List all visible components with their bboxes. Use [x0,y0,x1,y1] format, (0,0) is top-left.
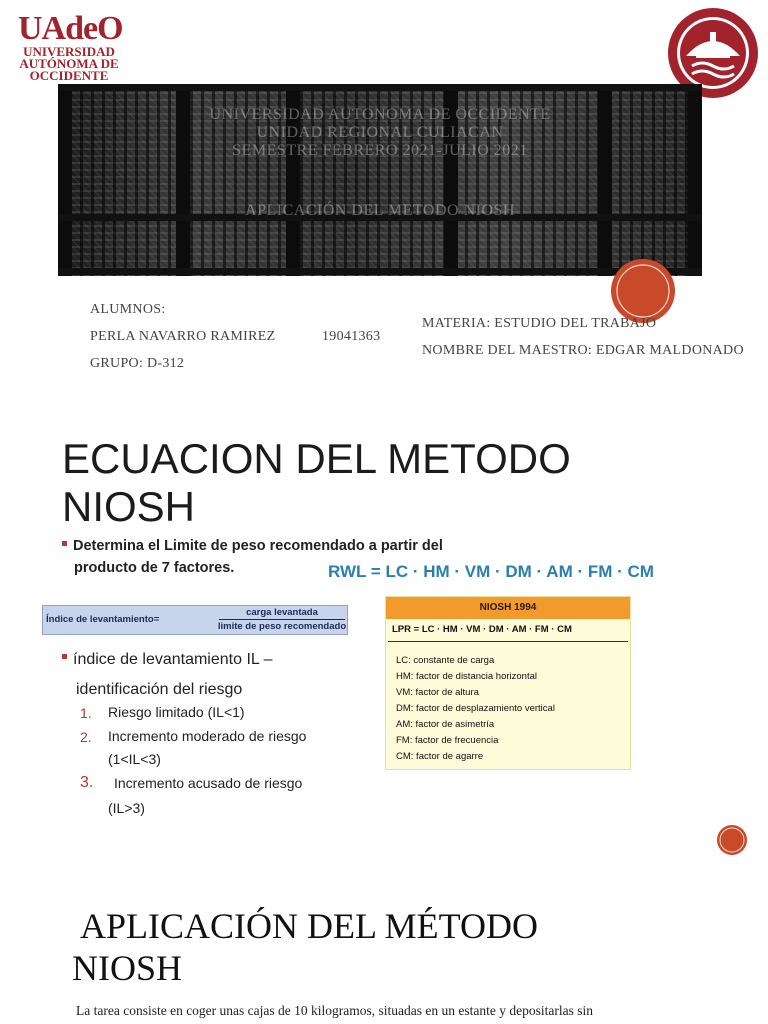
factor-lc: LC: constante de carga [396,655,495,666]
banner-university: UNIVERSIDAD AUTONOMA DE OCCIDENTE [209,106,551,123]
bullet-indice-line1: índice de levantamiento IL – [73,651,273,668]
bullet-limite-line2: producto de 7 factores. [74,560,235,576]
risk-1-num: 1. [80,705,92,721]
logo-wordmark: UAdeO [18,10,123,47]
banner-rail [58,268,702,275]
maestro: NOMBRE DEL MAESTRO: EDGAR MALDONADO [422,343,744,358]
niosh-box-header: NIOSH 1994 [386,597,630,619]
factor-vm: VM: factor de altura [396,687,479,698]
risk-3-text: Incremento acusado de riesgo [114,775,303,791]
decorative-circle-icon [610,258,676,324]
bullet-limite [62,538,443,554]
title-banner [58,84,702,276]
factor-hm: HM: factor de distancia horizontal [396,671,537,682]
alumnos-label: ALUMNOS: [90,302,166,317]
uadeo-logo [18,12,123,82]
materia: MATERIA: ESTUDIO DEL TRABAJO [422,316,657,331]
decorative-circle-small-icon [716,824,748,856]
indice-formula [42,605,348,635]
risk-2-cont: (1<IL<3) [108,751,161,767]
banner-subtitle: APLICACIÓN DEL METODO NIOSH [245,202,515,219]
divider [388,641,628,642]
risk-2-num: 2. [80,729,92,745]
indice-label: Índice de levantamiento= [46,614,160,625]
banner-rail [58,84,702,91]
risk-3-cont: (IL>3) [108,800,145,816]
bullet-indice-line2: identificación del riesgo [76,681,243,698]
section2-paragraph: La tarea consiste en coger unas cajas de 10 kilogramos, situadas en un estante y depositarlas sin [76,1003,593,1018]
risk-1-text: Riesgo limitado (IL<1) [108,704,245,720]
logo-line-3: OCCIDENTE [29,68,109,83]
grupo: GRUPO: D-312 [90,356,185,371]
bullet-icon [62,654,67,659]
lpr-equation: LPR = LC · HM · VM · DM · AM · FM · CM [392,624,572,635]
section1-title-line1: ECUACION DEL METODO [62,435,571,482]
banner-semester: SEMESTRE FEBRERO 2021-JULIO 2021 [232,142,528,159]
logo-line-1: UNIVERSIDAD [23,44,115,59]
rwl-formula: RWL = LC · HM · VM · DM · AM · FM · CM [328,562,654,581]
indice-denominator: limite de peso recomendado [217,621,347,632]
banner-unit: UNIDAD REGIONAL CULIACAN [256,124,504,141]
fraction-bar [219,619,345,620]
factor-dm: DM: factor de desplazamiento vertical [396,703,555,714]
section2-title-line1: APLICACIÓN DEL MÉTODO [80,906,538,946]
risk-2-text: Incremento moderado de riesgo [108,728,307,744]
section2-title-line2: NIOSH [72,948,183,988]
bullet-indice [62,651,273,669]
logo-line-2: AUTÓNOMA DE [19,56,119,71]
niosh-1994-box [385,596,631,770]
student-name: PERLA NAVARRO RAMIREZ [90,329,276,344]
student-id: 19041363 [322,329,381,344]
factor-cm: CM: factor de agarre [396,751,484,762]
factor-fm: FM: factor de frecuencia [396,735,499,746]
bullet-limite-line1: Determina el Limite de peso recomendado a partir del [73,538,443,554]
section1-title-line2: NIOSH [62,483,196,530]
risk-3-num: 3. [80,774,94,791]
bullet-icon [62,541,67,546]
factor-am: AM: factor de asimetría [396,719,495,730]
indice-numerator: carga levantada [246,607,318,618]
